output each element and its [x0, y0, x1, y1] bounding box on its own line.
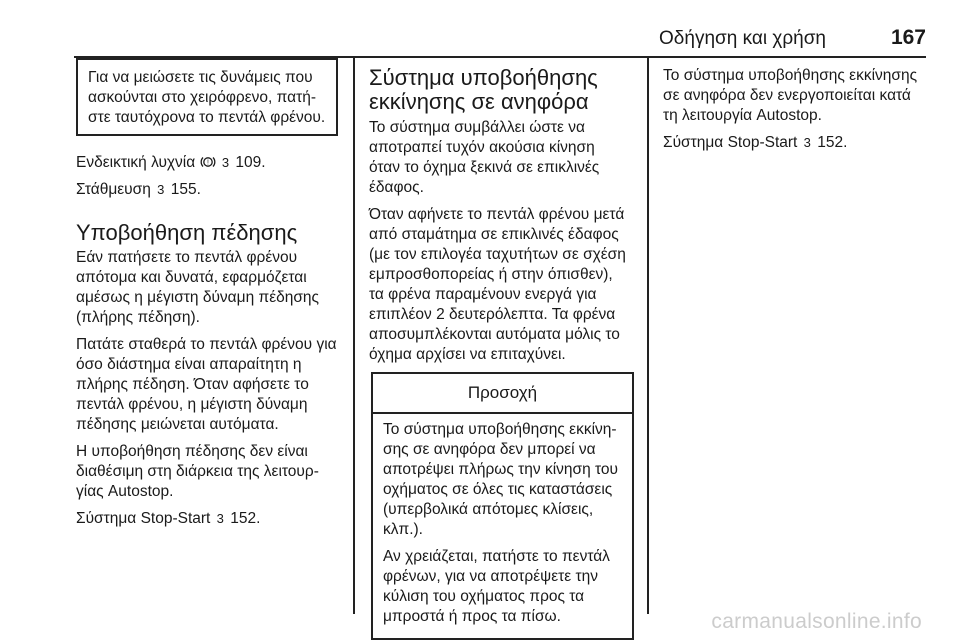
text-line: ασκούνται στο χειρόφρενο, πατή-	[88, 89, 316, 106]
brake-warning-lamp-icon	[200, 155, 216, 169]
page-number: 167	[890, 26, 926, 49]
paragraph	[76, 335, 338, 435]
column-divider	[353, 58, 355, 614]
warning-text	[88, 68, 326, 128]
text-line: αποτραπεί τυχόν ακούσια κίνηση	[369, 139, 595, 156]
text-line: Αν χρειάζεται, πατήστε το πεντάλ	[383, 548, 610, 565]
text-line: Εάν πατήσετε το πεντάλ φρένου	[76, 249, 298, 266]
page-ref-arrow-icon: 3	[803, 135, 811, 150]
ref-text: Σύστημα Stop-Start	[663, 134, 798, 151]
text-line: τη λειτουργία Autostop.	[663, 107, 822, 124]
text-line: Για να μειώσετε τις δυνάμεις που	[88, 69, 313, 86]
column-left	[76, 58, 338, 536]
text-line: πεντάλ φρένου, η μέγιστη δύναμη	[76, 396, 308, 413]
ref-stop-start	[76, 509, 338, 529]
text-line: αποτρέψει πλήρως την κίνηση του	[383, 461, 619, 478]
text-line: στε ταυτόχρονα το πεντάλ φρένου.	[88, 109, 326, 126]
ref-indicator-lamp	[76, 153, 338, 173]
page-ref-arrow-icon: 3	[221, 155, 230, 170]
page-ref-link[interactable]: 152.	[817, 134, 848, 151]
text-line: Το σύστημα υποβοήθησης εκκίνη-	[383, 421, 617, 438]
text-line: γίας Autostop.	[76, 483, 174, 500]
text-line: όχημα αρχίσει να επιταχύνει.	[369, 346, 566, 363]
text-line: (πλήρης πέδηση).	[76, 309, 200, 326]
page-header	[74, 24, 926, 58]
caution-title: Προσοχή	[373, 374, 632, 414]
svg-text:!: !	[206, 159, 209, 167]
text-line: διαθέσιμη στη διάρκεια της λειτουρ-	[76, 463, 319, 480]
section-heading-brake-assist: Υποβοήθηση πέδησης	[76, 220, 298, 245]
ref-text: Ενδεικτική λυχνία	[76, 154, 196, 171]
paragraph	[369, 118, 634, 198]
text-line: από σταμάτημα σε επικλινές έδαφος	[369, 226, 619, 243]
section-heading-hill-start-assist	[369, 66, 634, 114]
text-line: Πατάτε σταθερά το πεντάλ φρένου για	[76, 336, 337, 353]
column-right	[663, 58, 931, 160]
text-line: όταν το όχημα ξεκινά σε επικλινές	[369, 159, 600, 176]
page-ref-link[interactable]: 109.	[235, 154, 266, 171]
ref-text: Σύστημα Stop-Start	[76, 510, 211, 527]
paragraph	[663, 66, 931, 126]
text-line: εμπροσθοπορείας ή στην όπισθεν),	[369, 266, 613, 283]
text-line: έδαφος.	[369, 179, 424, 196]
caution-box	[371, 372, 634, 640]
text-line: κύλιση του οχήματος προς τα	[383, 588, 585, 605]
ref-parking	[76, 180, 338, 200]
page-ref-link[interactable]: 152.	[230, 510, 261, 527]
paragraph	[383, 547, 622, 627]
ref-stop-start	[663, 133, 931, 153]
text-line: απότομα και δυνατά, εφαρμόζεται	[76, 269, 307, 286]
text-line: επιπλέον 2 δευτερόλεπτα. Τα φρένα	[369, 306, 616, 323]
warning-box	[76, 58, 338, 136]
text-line: Όταν αφήνετε το πεντάλ φρένου μετά	[369, 206, 625, 223]
text-line: αποσυμπλέκονται αυτόματα μόλις το	[369, 326, 620, 343]
paragraph	[369, 205, 634, 365]
page-ref-arrow-icon: 3	[216, 511, 224, 526]
column-divider	[647, 58, 649, 614]
text-line: όσο διάστημα είναι απαραίτητη η	[76, 356, 302, 373]
text-line: πέδησης μειώνεται αυτόματα.	[76, 416, 279, 433]
text-line: (υπερβολικά απότομες κλίσεις,	[383, 501, 594, 518]
text-line: (με τον επιλογέα ταχυτήτων σε σχέση	[369, 246, 626, 263]
watermark: carmanualsonline.info	[711, 610, 922, 633]
paragraph	[76, 442, 338, 502]
paragraph	[76, 248, 338, 328]
ref-text: Στάθμευση	[76, 181, 151, 198]
text-line: Η υποβοήθηση πέδησης δεν είναι	[76, 443, 308, 460]
text-line: μπροστά ή προς τα πίσω.	[383, 608, 561, 625]
page-ref-link[interactable]: 155.	[170, 181, 201, 198]
text-line: τα φρένα παραμένουν ενεργά για	[369, 286, 597, 303]
heading-line: Σύστημα υποβοήθησης	[369, 65, 598, 90]
text-line: Το σύστημα συμβάλλει ώστε να	[369, 119, 585, 136]
text-line: φρένων, για να αποτρέψετε την	[383, 568, 598, 585]
text-line: αμέσως η μέγιστη δύναμη πέδησης	[76, 289, 320, 306]
text-line: κλπ.).	[383, 521, 423, 538]
text-line: Το σύστημα υποβοήθησης εκκίνησης	[663, 67, 918, 84]
caution-body	[373, 414, 632, 638]
paragraph	[383, 420, 622, 540]
page-ref-arrow-icon: 3	[157, 182, 165, 197]
text-line: πλήρης πέδηση. Όταν αφήσετε το	[76, 376, 309, 393]
heading-line: εκκίνησης σε ανηφόρα	[369, 89, 589, 114]
page-title: Οδήγηση και χρήση	[659, 28, 826, 49]
text-line: οχήματος σε όλες τις καταστάσεις	[383, 481, 613, 498]
text-line: σης σε ανηφόρα δεν μπορεί να	[383, 441, 596, 458]
column-middle	[369, 58, 634, 640]
text-line: σε ανηφόρα δεν ενεργοποιείται κατά	[663, 87, 911, 104]
